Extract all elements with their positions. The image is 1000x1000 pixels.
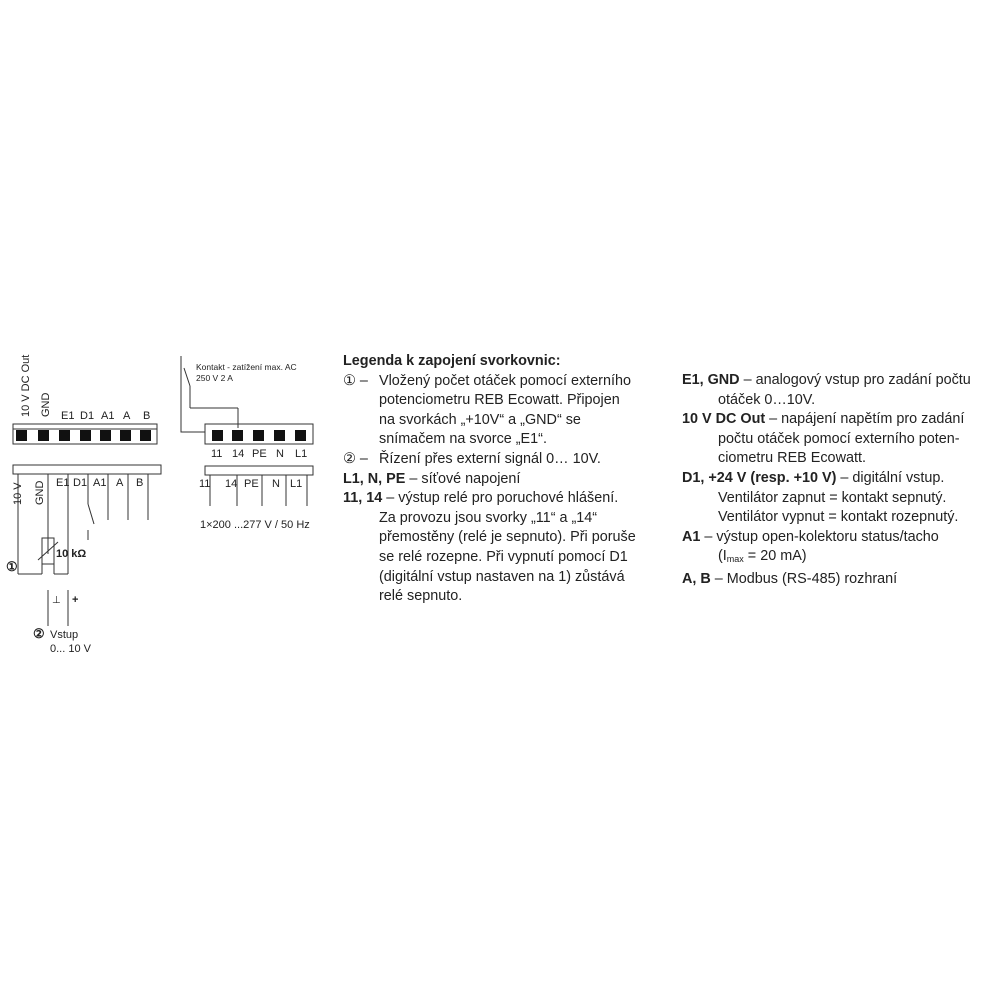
legend-relay-line: Za provozu jsou svorky „11“ a „14“ [379, 509, 598, 526]
legend-dc-key: 10 V DC Out [682, 411, 766, 428]
terminal-e1 [59, 430, 70, 441]
legend-a1-current-symbol: (I [718, 548, 727, 565]
mid-wiring-bar [205, 466, 313, 475]
terminal-b [140, 430, 151, 441]
wire-label: D1 [73, 477, 88, 489]
terminal-10v [16, 430, 27, 441]
legend-a1-current-value: = 20 mA) [743, 548, 807, 565]
marker-2: ② [33, 626, 45, 641]
legend-relay-line: relé sepnuto. [379, 588, 463, 605]
legend-item-1-line: na svorkách „+10V“ a „GND“ se [379, 411, 581, 428]
legend-right-column [682, 371, 994, 590]
legend-relay-line: se relé rozepne. Při vypnutí pomocí D1 [379, 548, 628, 565]
legend-dc-line: počtu otáček pomocí externího poten- [718, 430, 960, 447]
legend-item-1-key: ① – [343, 372, 368, 389]
wire-label: E1 [56, 477, 70, 489]
terminal-n [274, 430, 285, 441]
contact-rating-line-1: Kontakt - zatížení max. AC [196, 362, 297, 372]
marker-1: ① [6, 559, 18, 574]
legend-left-column [343, 352, 673, 607]
legend-item-2-key: ② – [343, 450, 368, 467]
legend-a1-key: A1 [682, 528, 701, 545]
resistor-label: 10 kΩ [56, 548, 87, 560]
legend-e1-key: E1, GND [682, 372, 740, 388]
legend-title: Legenda k zapojení svorkovnic: [343, 353, 561, 369]
contact-rating-line-2: 250 V 2 A [196, 373, 233, 383]
terminal-label: A1 [101, 410, 115, 422]
input-plus-symbol: + [72, 594, 79, 606]
legend-item-dc-out [682, 410, 994, 469]
legend-a1-text: – výstup open-kolektoru status/tacho [700, 528, 939, 545]
terminal-label: 14 [232, 448, 245, 460]
legend-a1-current-subscript: max [726, 554, 744, 565]
terminal-gnd [38, 430, 49, 441]
legend-a1-current [682, 547, 994, 570]
legend-item-supply [343, 470, 673, 490]
terminal-14 [232, 430, 243, 441]
wire-label: GND [34, 480, 46, 505]
legend-d1-key: D1, +24 V (resp. +10 V) [682, 469, 837, 486]
terminal-a1 [100, 430, 111, 441]
legend-item-ab [682, 570, 994, 590]
terminal-label: 11 [211, 448, 223, 460]
input-label: Vstup [50, 629, 79, 641]
legend-item-1 [343, 372, 673, 450]
terminal-pe [253, 430, 264, 441]
legend-relay-key: 11, 14 [343, 490, 383, 507]
left-wiring-bar [13, 465, 161, 474]
terminal-label: PE [252, 448, 267, 460]
legend-item-e1 [682, 371, 994, 410]
legend-d1-line: Ventilátor vypnut = kontakt rozepnutý. [718, 509, 959, 526]
wire-label: 14 [225, 478, 238, 490]
legend-ab-text: – Modbus (RS-485) rozhraní [710, 570, 898, 587]
wire-label: L1 [290, 478, 303, 490]
input-range: 0... 10 V [50, 643, 91, 655]
legend-item-1-line: potenciometru REB Ecowatt. Připojen [379, 392, 620, 409]
wire-label: N [272, 478, 280, 490]
legend-item-2 [343, 450, 673, 470]
terminal-11 [212, 430, 223, 441]
legend-d1-line: Ventilátor zapnut = kontakt sepnutý. [718, 489, 947, 506]
legend-ab-key: A, B [682, 570, 711, 587]
wire-label: 11 [199, 478, 211, 490]
legend-item-a1 [682, 528, 994, 570]
terminal-label: A [123, 410, 131, 422]
terminal-a [120, 430, 131, 441]
input-minus-symbol: ⊥ [52, 595, 61, 606]
legend-item-relay [343, 489, 673, 607]
wire-label: 10 V [12, 482, 24, 505]
legend-d1-text: – digitální vstup. [836, 469, 945, 486]
wire-label: A1 [93, 477, 107, 489]
terminal-label: L1 [295, 448, 308, 460]
terminal-label: D1 [80, 410, 95, 422]
wire-label: PE [244, 478, 259, 490]
terminal-label: 10 V DC Out [20, 354, 32, 417]
legend-e1-line: otáček 0…10V. [718, 391, 816, 408]
terminal-label: N [276, 448, 284, 460]
legend-relay-line: přemostěny (relé je sepnuto). Při poruše [379, 529, 636, 546]
supply-voltage-label: 1×200 ...277 V / 50 Hz [200, 519, 310, 531]
legend-item-1-line: snímačem na svorce „E1“. [379, 431, 547, 448]
legend-item-2-text: Řízení přes externí signál 0… 10V. [379, 450, 601, 467]
legend-supply-key: L1, N, PE [343, 470, 406, 487]
terminal-d1 [80, 430, 91, 441]
legend-relay-text: – výstup relé pro poruchové hlášení. [382, 490, 619, 507]
legend-item-d1 [682, 469, 994, 528]
legend-supply-text: – síťové napojení [405, 470, 521, 487]
terminal-label: E1 [61, 410, 75, 422]
wire-label: B [136, 477, 144, 489]
wire-label: A [116, 477, 124, 489]
terminal-label: GND [40, 392, 52, 417]
legend-e1-text: – analogový vstup pro zadání počtu [739, 372, 971, 388]
legend-item-1-line: Vložený počet otáček pomocí externího [379, 372, 631, 389]
terminal-l1 [295, 430, 306, 441]
legend-dc-text: – napájení napětím pro zadání [765, 411, 965, 428]
legend-dc-line: ciometru REB Ecowatt. [718, 450, 866, 467]
terminal-label: B [143, 410, 151, 422]
legend-relay-line: (digitální vstup nastaven na 1) zůstává [379, 568, 625, 585]
